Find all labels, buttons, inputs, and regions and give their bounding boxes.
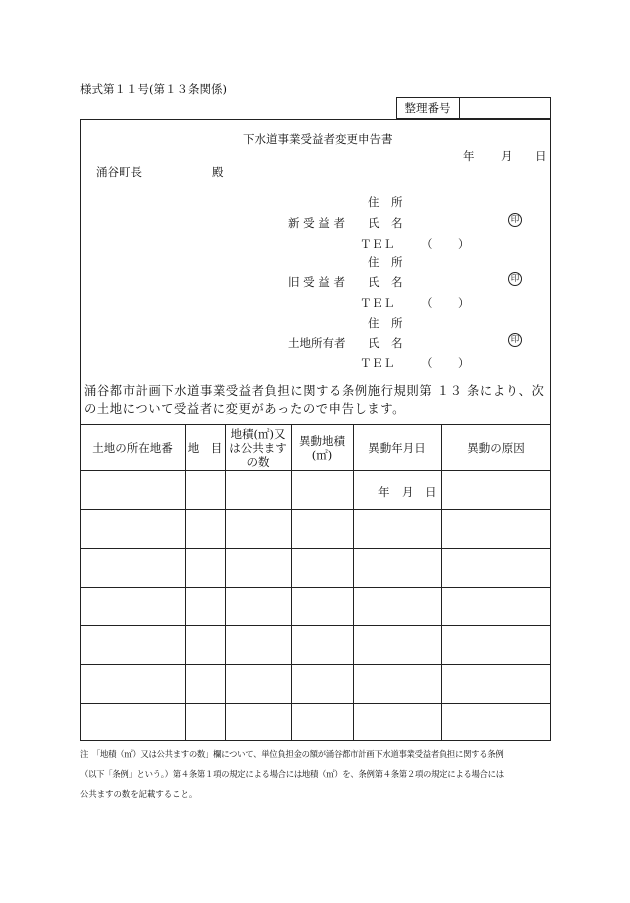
row-date-year-label: 年 xyxy=(378,485,390,499)
party-name-label: 氏 名 xyxy=(368,336,403,350)
seal-icon: 印 xyxy=(508,272,522,286)
addressee-honorific: 殿 xyxy=(212,165,224,179)
table-row-border xyxy=(80,509,551,510)
table-row-border xyxy=(80,703,551,704)
table-col-border xyxy=(353,424,354,741)
party-address-label: 住 所 xyxy=(368,195,403,209)
party-tel-label: ＴＥＬ xyxy=(360,296,395,310)
date-year-label: 年 xyxy=(463,149,475,163)
seal-icon: 印 xyxy=(508,333,522,347)
addressee-name: 涌谷町長 xyxy=(96,165,142,179)
party-name-label: 氏 名 xyxy=(368,216,403,230)
form-label: 様式第１１号(第１３条関係) xyxy=(80,82,227,96)
header-land-category: 地 目 xyxy=(187,440,223,455)
party-tel-close: ） xyxy=(458,356,470,370)
table-col-border xyxy=(291,424,292,741)
row-date-month-label: 月 xyxy=(402,485,414,499)
party-role: 新 受 益 者 xyxy=(288,216,345,230)
party-tel-label: ＴＥＬ xyxy=(360,356,395,370)
date-month-label: 月 xyxy=(501,149,513,163)
party-address-label: 住 所 xyxy=(368,255,403,269)
seiri-bangou-field[interactable] xyxy=(460,99,549,117)
table-row-border xyxy=(80,548,551,549)
date-day-label: 日 xyxy=(535,149,547,163)
statement-line-1: 涌谷都市計画下水道事業受益者負担に関する条例施行規則第 １３ 条により、次 xyxy=(84,384,545,398)
table-row-border xyxy=(80,587,551,588)
statement-line-2: の土地について受益者に変更があったので申告します。 xyxy=(84,402,406,416)
header-changed-area: 異動地積(㎡) xyxy=(299,433,345,462)
party-tel-open: （ xyxy=(421,237,433,251)
party-address-label: 住 所 xyxy=(368,316,403,330)
party-tel-close: ） xyxy=(458,296,470,310)
header-location: 土地の所在地番 xyxy=(92,440,173,455)
party-role: 土地所有者 xyxy=(288,336,346,350)
row-date-day-label: 日 xyxy=(425,485,437,499)
party-role: 旧 受 益 者 xyxy=(288,275,345,289)
table-header-border xyxy=(80,470,551,471)
note-line-2: （以下「条例」という。）第４条第１項の規定による場合には地積（㎡）を、条例第４条第２項の規定による場合には xyxy=(80,769,504,779)
table-col-border xyxy=(185,424,186,741)
party-tel-close: ） xyxy=(458,237,470,251)
party-tel-open: （ xyxy=(421,296,433,310)
form-title: 下水道事業受益者変更申告書 xyxy=(243,132,393,146)
table-col-border xyxy=(441,424,442,741)
header-change-date: 異動年月日 xyxy=(368,440,426,455)
note-line-1: 注 「地積（㎡）又は公共ますの数」欄について、単位負担金の額が涌谷都市計画下水道事業受益者負担に関する条例 xyxy=(80,749,504,759)
table-row-border xyxy=(80,664,551,665)
party-tel-label: ＴＥＬ xyxy=(360,237,395,251)
header-area-or-count: 地積(㎡)又は公共ますの数 xyxy=(229,426,287,469)
seal-icon: 印 xyxy=(508,213,522,227)
party-name-label: 氏 名 xyxy=(368,275,403,289)
table-col-border xyxy=(225,424,226,741)
header-change-reason: 異動の原因 xyxy=(467,440,525,455)
seiri-bangou-label: 整理番号 xyxy=(404,101,451,115)
note-line-3: 公共ますの数を記載すること。 xyxy=(80,789,198,799)
table-row-border xyxy=(80,625,551,626)
party-tel-open: （ xyxy=(421,356,433,370)
